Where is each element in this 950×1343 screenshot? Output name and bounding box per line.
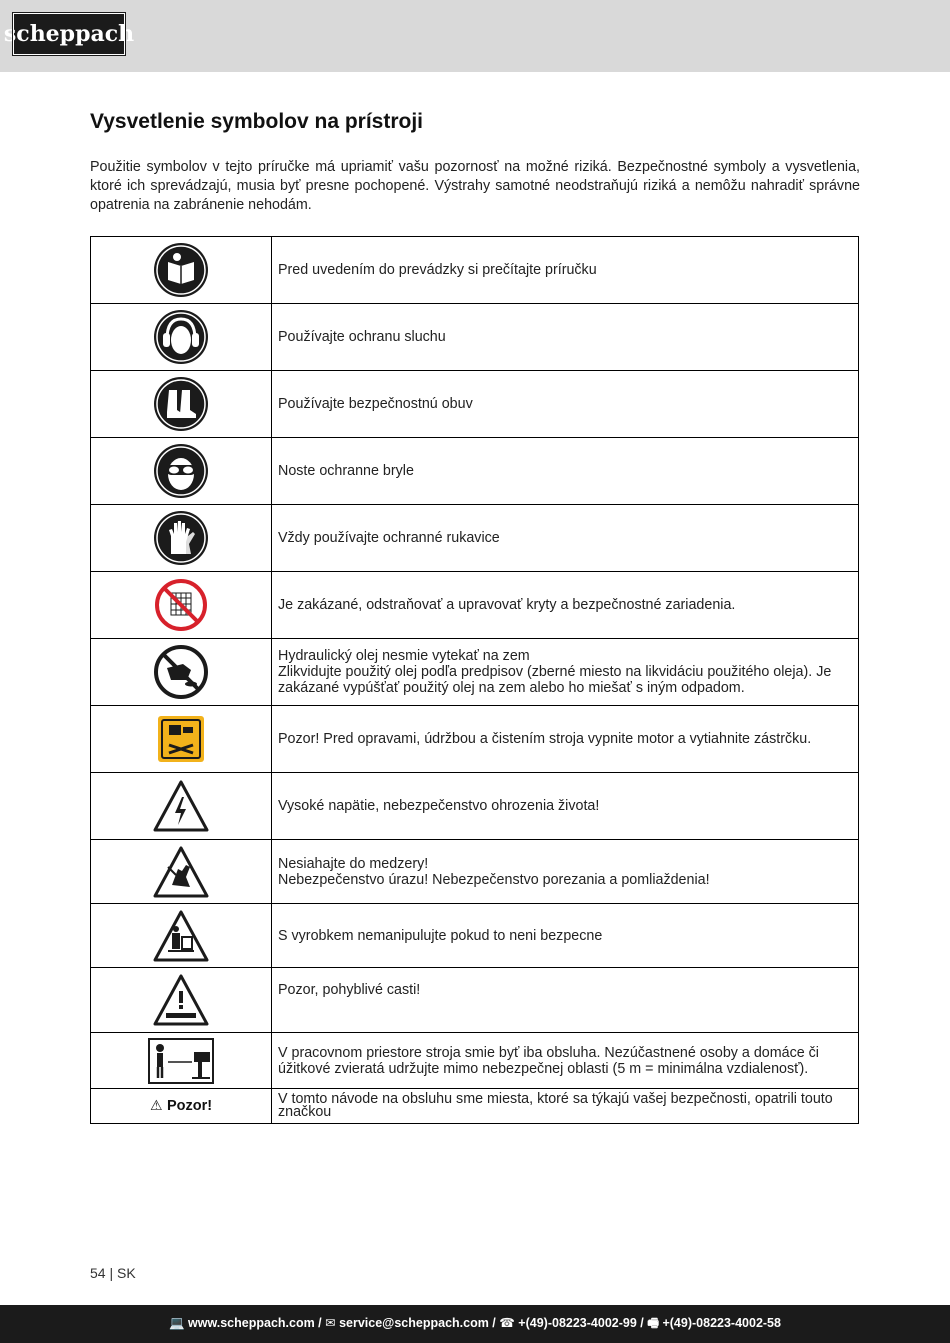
table-row	[91, 1033, 859, 1089]
no-guard-removal-icon	[155, 579, 207, 631]
table-row	[91, 438, 859, 505]
symbol-text: Pozor, pohyblivé casti!	[278, 982, 421, 998]
symbol-text: V pracovnom priestore stroja smie byť iba obsluha. Nezúčastnené osoby a domáce či úžitkové zvieratá udržujte mimo nebezpečnej oblasti (5 m = minimálna vzdialenosť).	[278, 1044, 819, 1077]
symbol-text: Pred uvedením do prevádzky si prečítajte príručku	[278, 262, 597, 278]
symbol-text: Pozor! Pred opravami, údržbou a čistením stroja vypnite motor a vytiahnite zástrčku.	[278, 731, 812, 747]
symbol-text: V tomto návode na obsluhu sme miesta, ktoré sa týkajú vašej bezpečnosti, opatrili touto značkou	[278, 1091, 833, 1120]
table-row	[91, 639, 859, 706]
symbol-text: Používajte ochranu sluchu	[278, 329, 446, 345]
symbol-text: Hydraulický olej nesmie vytekať na zem	[278, 648, 530, 664]
table-row	[91, 904, 859, 968]
unsafe-handling-icon	[152, 909, 210, 963]
warning-triangle-icon: ⚠	[149, 1097, 163, 1113]
table-row	[91, 572, 859, 639]
table-row	[91, 840, 859, 904]
high-voltage-icon	[152, 779, 210, 833]
table-row	[91, 968, 859, 1033]
read-manual-icon	[153, 242, 209, 298]
symbol-text: Nesiahajte do medzery!	[278, 855, 429, 872]
symbols-table	[90, 236, 859, 1124]
pozor-label: Pozor!	[166, 1098, 213, 1114]
symbol-text: Zlikvidujte použitý olej podľa predpisov (zberné miesto na likvidáciu použitého oleja). Je zakázané vypúšťať použitý olej na zem alebo ho miešať s iným odpadom.	[278, 664, 832, 696]
safety-boots-icon	[153, 376, 209, 432]
table-row	[91, 1089, 859, 1124]
table-row	[91, 371, 859, 438]
footer-band	[0, 1305, 950, 1343]
table-row	[91, 773, 859, 840]
table-row	[91, 237, 859, 304]
safety-goggles-icon	[153, 443, 209, 499]
safety-gloves-icon	[153, 510, 209, 566]
symbol-text: Nebezpečenstvo úrazu! Nebezpečenstvo porezania a pomliaždenia!	[278, 871, 710, 888]
page-number: 54 | SK	[90, 1265, 136, 1281]
moving-parts-icon	[152, 973, 210, 1027]
symbol-text: Vždy používajte ochranné rukavice	[278, 530, 500, 546]
page-title: Vysvetlenie symbolov na prístroji	[90, 110, 424, 133]
header-band	[0, 0, 950, 72]
table-row	[91, 706, 859, 773]
operator-only-zone-icon	[148, 1038, 214, 1084]
footer-contact: 💻 www.scheppach.com / ✉ service@scheppach.com / ☎ +(49)-08223-4002-99 / 🖷 +(49)-08223-4002-58	[169, 1315, 781, 1330]
no-oil-spill-icon	[153, 644, 209, 700]
ear-protection-icon	[153, 309, 209, 365]
unplug-before-maintenance-icon	[157, 715, 205, 763]
crush-hazard-icon	[152, 845, 210, 899]
symbol-text: S vyrobkem nemanipulujte pokud to neni bezpecne	[278, 927, 603, 944]
intro-paragraph: Použitie symbolov v tejto príručke má upriamiť vašu pozornosť na možné riziká. Bezpečnostné symboly a vysvetlenia, ktoré ich sprevádzajú, musia byť presne pochopené. Výstrahy samotné neodstraňujú riziká a nemôžu nahradiť správne opatrenia na zabránenie nehodám.	[90, 159, 860, 213]
symbol-text: Vysoké napätie, nebezpečenstvo ohrozenia života!	[278, 798, 600, 814]
table-row	[91, 505, 859, 572]
symbol-text: Používajte bezpečnostnú obuv	[278, 396, 473, 412]
symbol-text: Je zakázané, odstraňovať a upravovať kryty a bezpečnostné zariadenia.	[278, 597, 736, 613]
symbol-text: Noste ochranne bryle	[278, 463, 414, 479]
table-row	[91, 304, 859, 371]
scheppach-logo: scheppach	[13, 13, 125, 55]
